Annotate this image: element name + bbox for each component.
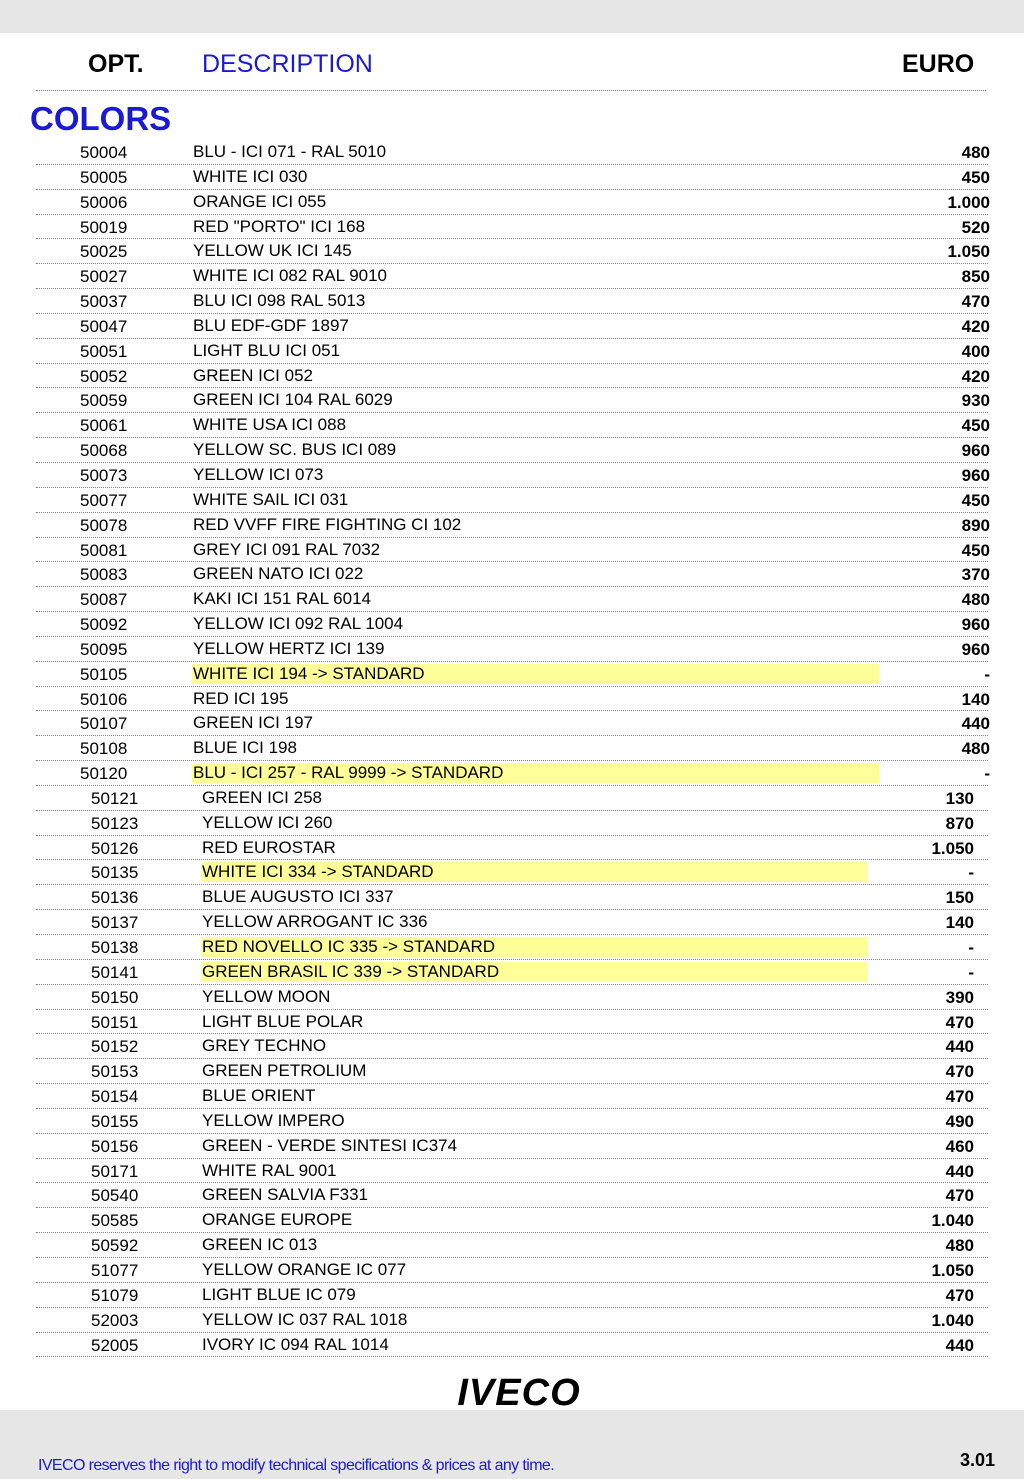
option-code: 50137 [91, 913, 139, 933]
option-code: 50059 [80, 391, 128, 411]
option-price: 450 [961, 540, 990, 560]
option-code: 50121 [91, 788, 139, 808]
option-code: 50004 [80, 143, 128, 162]
table-row [0, 1208, 1024, 1233]
option-code: 50077 [80, 490, 128, 510]
option-price: 960 [961, 615, 990, 635]
option-code: 50005 [80, 167, 128, 187]
column-header-opt: OPT. [88, 50, 144, 78]
option-description: WHITE RAL 9001 [202, 1160, 337, 1180]
option-price: 440 [945, 1161, 974, 1181]
option-description: YELLOW ARROGANT IC 336 [202, 912, 428, 932]
option-code: 50083 [80, 565, 128, 585]
option-description: YELLOW ICI 260 [202, 812, 333, 832]
table-row [0, 314, 1024, 339]
option-code: 50154 [91, 1087, 139, 1107]
option-description: BLU ICI 098 RAL 5013 [193, 291, 366, 311]
option-description: YELLOW MOON [202, 986, 331, 1006]
option-price: 450 [961, 416, 990, 436]
option-code: 50073 [80, 465, 128, 485]
option-price: 140 [961, 689, 990, 709]
option-description: GREEN PETROLIUM [202, 1061, 367, 1081]
option-price: 960 [961, 441, 990, 461]
option-price: 1.040 [931, 1211, 974, 1231]
option-code: 50120 [80, 764, 128, 784]
option-description: BLU EDF-GDF 1897 [193, 315, 349, 335]
option-description: BLU - ICI 071 - RAL 5010 [193, 142, 387, 161]
option-price: 850 [961, 267, 990, 287]
option-price: 470 [961, 292, 990, 312]
option-description: GREEN IC 013 [202, 1235, 318, 1255]
option-code: 50153 [91, 1062, 139, 1082]
option-code: 50150 [91, 987, 139, 1007]
option-price: 890 [961, 515, 990, 535]
table-row [0, 140, 1024, 165]
table-row [0, 1059, 1024, 1084]
option-code: 51079 [91, 1285, 139, 1305]
option-description: GREEN ICI 197 [193, 713, 313, 733]
table-row [0, 860, 1024, 885]
option-code: 50061 [80, 416, 128, 436]
option-description: GREEN BRASIL IC 339 -> STANDARD [201, 962, 868, 982]
table-row [0, 960, 1024, 985]
option-price: - [984, 764, 990, 784]
table-row [0, 811, 1024, 836]
option-price: 150 [945, 888, 974, 908]
table-row [0, 786, 1024, 811]
svg-text:IVECO: IVECO [457, 1372, 581, 1412]
option-description: YELLOW ORANGE IC 077 [202, 1259, 407, 1279]
option-code: 50155 [91, 1111, 139, 1131]
option-code: 52005 [91, 1335, 139, 1355]
option-description: LIGHT BLUE IC 079 [202, 1284, 356, 1304]
option-code: 50141 [91, 962, 139, 982]
option-code: 50106 [80, 689, 128, 709]
option-description: BLUE ORIENT [202, 1086, 316, 1106]
option-code: 50019 [80, 217, 128, 237]
table-row [0, 364, 1024, 389]
table-row [0, 1258, 1024, 1283]
option-description: RED VVFF FIRE FIGHTING CI 102 [193, 514, 462, 534]
option-price: 420 [961, 366, 990, 386]
table-row [0, 612, 1024, 637]
option-price: 470 [945, 1186, 974, 1206]
option-code: 50052 [80, 366, 128, 386]
option-price: - [968, 863, 974, 883]
table-row [0, 1308, 1024, 1333]
option-price: 440 [945, 1335, 974, 1355]
option-price: 470 [945, 1285, 974, 1305]
table-row [0, 885, 1024, 910]
option-price: 470 [945, 1012, 974, 1032]
table-row [0, 239, 1024, 264]
option-code: 52003 [91, 1310, 139, 1330]
table-row [0, 538, 1024, 563]
option-code: 50027 [80, 267, 128, 287]
option-description: GREEN ICI 104 RAL 6029 [193, 390, 393, 410]
option-price: 450 [961, 167, 990, 187]
option-price: 130 [945, 788, 974, 808]
option-description: BLU - ICI 257 - RAL 9999 -> STANDARD [192, 763, 879, 783]
option-price: 470 [945, 1087, 974, 1107]
option-code: 50138 [91, 938, 139, 957]
table-row [0, 289, 1024, 314]
table-row [0, 1109, 1024, 1134]
option-description: WHITE SAIL ICI 031 [193, 489, 349, 509]
option-description: GREEN NATO ICI 022 [193, 564, 364, 584]
option-description: RED NOVELLO IC 335 -> STANDARD [201, 937, 868, 957]
option-price: 450 [961, 490, 990, 510]
option-code: 50087 [80, 590, 128, 610]
option-description: IVORY IC 094 RAL 1014 [202, 1334, 389, 1354]
option-code: 50051 [80, 341, 128, 361]
option-description: YELLOW ICI 073 [193, 464, 324, 484]
option-description: WHITE ICI 030 [193, 166, 308, 186]
option-code: 50592 [91, 1236, 139, 1256]
option-description: GREEN ICI 052 [193, 365, 313, 385]
table-row [0, 165, 1024, 190]
option-price: 960 [961, 465, 990, 485]
option-price: 1.040 [931, 1310, 974, 1330]
option-code: 51077 [91, 1260, 139, 1280]
option-description: YELLOW UK ICI 145 [193, 241, 352, 261]
table-row [0, 413, 1024, 438]
option-description: BLUE AUGUSTO ICI 337 [202, 887, 394, 907]
option-code: 50081 [80, 540, 128, 560]
table-row [0, 1010, 1024, 1035]
page-number: 3.01 [960, 1450, 996, 1470]
table-row [0, 1134, 1024, 1159]
option-code: 50092 [80, 615, 128, 635]
table-row [0, 1333, 1024, 1358]
option-code: 50047 [80, 316, 128, 336]
table-row [0, 513, 1024, 538]
option-description: WHITE USA ICI 088 [193, 415, 347, 435]
option-description: WHITE ICI 082 RAL 9010 [193, 266, 388, 286]
option-description: RED "PORTO" ICI 168 [193, 216, 366, 236]
table-row [0, 388, 1024, 413]
table-row [0, 488, 1024, 513]
option-price: 480 [961, 739, 990, 759]
option-description: GREY TECHNO [202, 1036, 327, 1056]
table-row [0, 1283, 1024, 1308]
option-description: YELLOW IC 037 RAL 1018 [202, 1309, 408, 1329]
option-code: 50107 [80, 714, 128, 734]
option-description: ORANGE EUROPE [202, 1210, 353, 1230]
option-code: 50540 [91, 1186, 139, 1206]
table-row [0, 1159, 1024, 1184]
option-price: - [984, 664, 990, 684]
option-price: 490 [945, 1111, 974, 1131]
option-description: GREY ICI 091 RAL 7032 [193, 539, 381, 559]
table-row [0, 637, 1024, 662]
option-description: LIGHT BLU ICI 051 [193, 340, 341, 360]
option-price: 390 [945, 987, 974, 1007]
option-description: GREEN SALVIA F331 [202, 1185, 368, 1205]
option-code: 50123 [91, 813, 139, 833]
option-price: 960 [961, 639, 990, 659]
option-description: KAKI ICI 151 RAL 6014 [193, 589, 371, 609]
option-price: 460 [945, 1136, 974, 1156]
table-row [0, 463, 1024, 488]
option-price: 930 [961, 391, 990, 411]
disclaimer-note: IVECO reserves the right to modify technical specifications & prices at any time. [38, 1457, 555, 1474]
column-header-euro: EURO [902, 50, 975, 78]
option-description: YELLOW IMPERO [202, 1110, 345, 1130]
table-row [0, 1233, 1024, 1258]
table-row [0, 985, 1024, 1010]
option-description: ORANGE ICI 055 [193, 191, 327, 211]
column-header-description: DESCRIPTION [202, 50, 373, 78]
option-price: 1.050 [931, 1260, 974, 1280]
table-row [0, 1034, 1024, 1059]
option-price: 440 [961, 714, 990, 734]
table-row [0, 1084, 1024, 1109]
table-row [0, 761, 1024, 786]
top-band [0, 0, 1024, 33]
option-code: 50171 [91, 1161, 139, 1181]
option-code: 50135 [91, 863, 139, 883]
option-price: - [968, 962, 974, 982]
option-code: 50136 [91, 888, 139, 908]
table-row [0, 662, 1024, 687]
option-price: 470 [945, 1062, 974, 1082]
option-price: 480 [945, 1236, 974, 1256]
option-code: 50068 [80, 441, 128, 461]
option-description: YELLOW SC. BUS ICI 089 [193, 440, 397, 460]
table-row [0, 736, 1024, 761]
option-price: 370 [961, 565, 990, 585]
option-description: RED EUROSTAR [202, 837, 336, 857]
price-list [0, 140, 1024, 1357]
option-price: 480 [961, 590, 990, 610]
option-description: YELLOW HERTZ ICI 139 [193, 638, 385, 658]
option-price: 870 [945, 813, 974, 833]
option-price: 1.050 [931, 838, 974, 858]
table-row [0, 1183, 1024, 1208]
option-code: 50095 [80, 639, 128, 659]
option-price: 480 [961, 143, 990, 162]
option-description: BLUE ICI 198 [193, 738, 297, 758]
iveco-logo [444, 1372, 594, 1412]
table-row [0, 339, 1024, 364]
option-price: 1.050 [947, 242, 990, 262]
option-description: WHITE ICI 334 -> STANDARD [201, 862, 868, 882]
option-price: 440 [945, 1037, 974, 1057]
option-price: 140 [945, 913, 974, 933]
option-price: 520 [961, 217, 990, 237]
option-code: 50126 [91, 838, 139, 858]
table-row [0, 438, 1024, 463]
table-row [0, 687, 1024, 712]
option-code: 50585 [91, 1211, 139, 1231]
option-code: 50151 [91, 1012, 139, 1032]
option-price: - [968, 938, 974, 957]
section-title: COLORS [30, 100, 172, 137]
table-row [0, 910, 1024, 935]
option-description: GREEN - VERDE SINTESI IC374 [202, 1135, 458, 1155]
option-code: 50105 [80, 664, 128, 684]
option-code: 50156 [91, 1136, 139, 1156]
option-code: 50037 [80, 292, 128, 312]
table-row [0, 562, 1024, 587]
table-row [0, 215, 1024, 240]
header-divider [36, 90, 986, 91]
table-row [0, 836, 1024, 861]
table-row [0, 711, 1024, 736]
option-code: 50152 [91, 1037, 139, 1057]
option-price: 1.000 [947, 192, 990, 212]
option-description: RED ICI 195 [193, 688, 289, 708]
option-description: GREEN ICI 258 [202, 787, 322, 807]
option-description: WHITE ICI 194 -> STANDARD [192, 664, 879, 684]
option-description: LIGHT BLUE POLAR [202, 1011, 364, 1031]
option-code: 50108 [80, 739, 128, 759]
option-code: 50078 [80, 515, 128, 535]
table-row [0, 935, 1024, 960]
table-row [0, 264, 1024, 289]
option-price: 420 [961, 316, 990, 336]
table-row [0, 587, 1024, 612]
table-row [0, 190, 1024, 215]
option-price: 400 [961, 341, 990, 361]
option-description: YELLOW ICI 092 RAL 1004 [193, 614, 404, 634]
option-code: 50006 [80, 192, 128, 212]
option-code: 50025 [80, 242, 128, 262]
